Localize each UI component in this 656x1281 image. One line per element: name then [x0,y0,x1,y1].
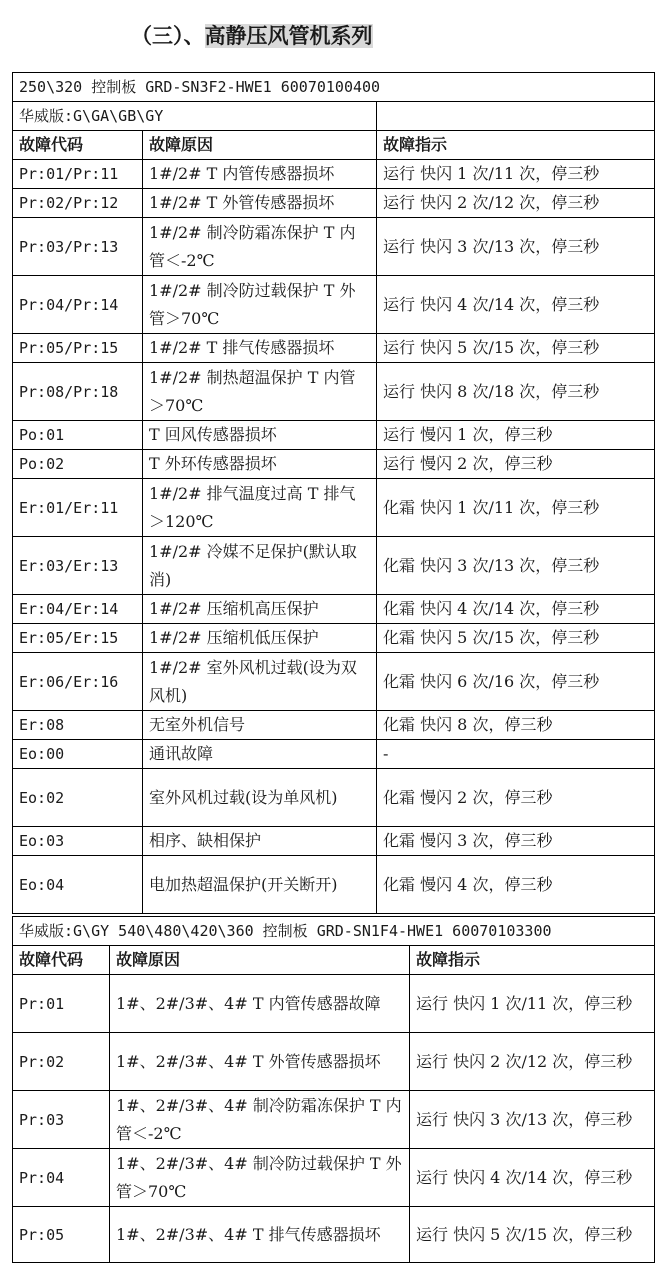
fault-table-540-360 [12,916,655,1263]
table-row [13,1207,655,1263]
fault-cause: 相序、缺相保护 [143,827,377,856]
table-row [13,189,655,218]
fault-code: Pr:05 [13,1207,110,1263]
fault-code: Pr:08/Pr:18 [13,363,143,421]
table-row [13,334,655,363]
fault-table-250-320 [12,72,655,914]
fault-code: Er:01/Er:11 [13,479,143,537]
fault-code: Er:08 [13,711,143,740]
table-row [13,624,655,653]
fault-indicator: 运行 快闪 4 次/14 次，停三秒 [377,276,655,334]
table-row [13,218,655,276]
table-row [13,276,655,334]
fault-cause: T 外环传感器损坏 [143,450,377,479]
board-model-line: 250\320 控制板 GRD-SN3F2-HWE1 60070100400 [13,73,655,102]
fault-code: Er:05/Er:15 [13,624,143,653]
table-row [13,450,655,479]
page-title [131,20,373,50]
header-code: 故障代码 [13,131,143,160]
fault-code: Eo:03 [13,827,143,856]
header-cause: 故障原因 [143,131,377,160]
fault-indicator: 运行 快闪 5 次/15 次，停三秒 [377,334,655,363]
fault-indicator: 运行 慢闪 1 次，停三秒 [377,421,655,450]
table-row [13,740,655,769]
fault-cause: 电加热超温保护(开关断开) [143,856,377,914]
fault-cause: 1#/2# 压缩机高压保护 [143,595,377,624]
empty-cell [377,102,655,131]
fault-code: Pr:03/Pr:13 [13,218,143,276]
header-indicator: 故障指示 [377,131,655,160]
table-row [13,421,655,450]
title-prefix: （三）、 [131,24,205,48]
fault-cause: 1#/2# 室外风机过载(设为双风机) [143,653,377,711]
table-row [13,1149,655,1207]
fault-code: Po:01 [13,421,143,450]
fault-code: Er:03/Er:13 [13,537,143,595]
fault-cause: 1#/2# 制冷防过载保护 T 外管＞70℃ [143,276,377,334]
fault-indicator: 化霜 慢闪 2 次，停三秒 [377,769,655,827]
fault-indicator: 运行 快闪 3 次/13 次，停三秒 [377,218,655,276]
header-row [13,946,655,975]
fault-cause: 1#、2#/3#、4# T 外管传感器损坏 [110,1033,410,1091]
fault-indicator: 化霜 慢闪 3 次，停三秒 [377,827,655,856]
fault-indicator: 化霜 快闪 8 次，停三秒 [377,711,655,740]
fault-indicator: 运行 快闪 1 次/11 次，停三秒 [377,160,655,189]
fault-cause: 1#/2# 排气温度过高 T 排气＞120℃ [143,479,377,537]
table-row [13,856,655,914]
table-row [13,1091,655,1149]
fault-code: Eo:02 [13,769,143,827]
fault-indicator: 化霜 慢闪 4 次，停三秒 [377,856,655,914]
fault-cause: 1#/2# T 排气传感器损坏 [143,334,377,363]
table-row [13,769,655,827]
fault-code: Er:06/Er:16 [13,653,143,711]
fault-indicator: 化霜 快闪 1 次/11 次，停三秒 [377,479,655,537]
table-row [13,827,655,856]
fault-indicator: 运行 快闪 3 次/13 次，停三秒 [410,1091,655,1149]
fault-code: Pr:01 [13,975,110,1033]
fault-code: Eo:04 [13,856,143,914]
table-row [13,363,655,421]
table-row [13,537,655,595]
table-row [13,653,655,711]
fault-indicator: 运行 快闪 8 次/18 次，停三秒 [377,363,655,421]
fault-cause: 1#、2#/3#、4# T 排气传感器损坏 [110,1207,410,1263]
fault-cause: 室外风机过载(设为单风机) [143,769,377,827]
fault-cause: 1#/2# 冷媒不足保护(默认取消) [143,537,377,595]
title-main: 高静压风管机系列 [204,24,373,48]
fault-indicator: 化霜 快闪 3 次/13 次，停三秒 [377,537,655,595]
fault-indicator: 运行 快闪 4 次/14 次，停三秒 [410,1149,655,1207]
table-row [13,595,655,624]
fault-code: Eo:00 [13,740,143,769]
table-row [13,975,655,1033]
header-code: 故障代码 [13,946,110,975]
fault-cause: 1#、2#/3#、4# 制冷防霜冻保护 T 内管＜-2℃ [110,1091,410,1149]
header-indicator: 故障指示 [410,946,655,975]
fault-code: Pr:02/Pr:12 [13,189,143,218]
table-row [13,1033,655,1091]
fault-cause: 1#/2# T 外管传感器损坏 [143,189,377,218]
fault-cause: 1#、2#/3#、4# T 内管传感器故障 [110,975,410,1033]
brand-version-line: 华威版:G\GA\GB\GY [13,102,377,131]
fault-cause: 1#、2#/3#、4# 制冷防过载保护 T 外管＞70℃ [110,1149,410,1207]
header-row [13,131,655,160]
fault-code: Pr:01/Pr:11 [13,160,143,189]
fault-indicator: 运行 快闪 2 次/12 次，停三秒 [377,189,655,218]
fault-cause: 1#/2# 压缩机低压保护 [143,624,377,653]
fault-code: Pr:05/Pr:15 [13,334,143,363]
fault-indicator: 运行 快闪 1 次/11 次，停三秒 [410,975,655,1033]
fault-indicator: 化霜 快闪 6 次/16 次，停三秒 [377,653,655,711]
table-row [13,711,655,740]
fault-indicator: 化霜 快闪 4 次/14 次，停三秒 [377,595,655,624]
fault-cause: 1#/2# 制热超温保护 T 内管＞70℃ [143,363,377,421]
fault-code: Pr:03 [13,1091,110,1149]
fault-cause: 无室外机信号 [143,711,377,740]
fault-cause: 1#/2# T 内管传感器损坏 [143,160,377,189]
fault-cause: T 回风传感器损坏 [143,421,377,450]
fault-cause: 通讯故障 [143,740,377,769]
fault-indicator: 运行 快闪 5 次/15 次，停三秒 [410,1207,655,1263]
fault-code: Pr:04 [13,1149,110,1207]
header-cause: 故障原因 [110,946,410,975]
fault-code: Pr:02 [13,1033,110,1091]
fault-code: Er:04/Er:14 [13,595,143,624]
fault-indicator: 化霜 快闪 5 次/15 次，停三秒 [377,624,655,653]
fault-code: Po:02 [13,450,143,479]
table-row [13,160,655,189]
table-row [13,479,655,537]
fault-indicator: - [377,740,655,769]
fault-indicator: 运行 慢闪 2 次，停三秒 [377,450,655,479]
board-model-line: 华威版:G\GY 540\480\420\360 控制板 GRD-SN1F4-HWE1 60070103300 [13,917,655,946]
fault-indicator: 运行 快闪 2 次/12 次，停三秒 [410,1033,655,1091]
fault-code: Pr:04/Pr:14 [13,276,143,334]
fault-cause: 1#/2# 制冷防霜冻保护 T 内管＜-2℃ [143,218,377,276]
